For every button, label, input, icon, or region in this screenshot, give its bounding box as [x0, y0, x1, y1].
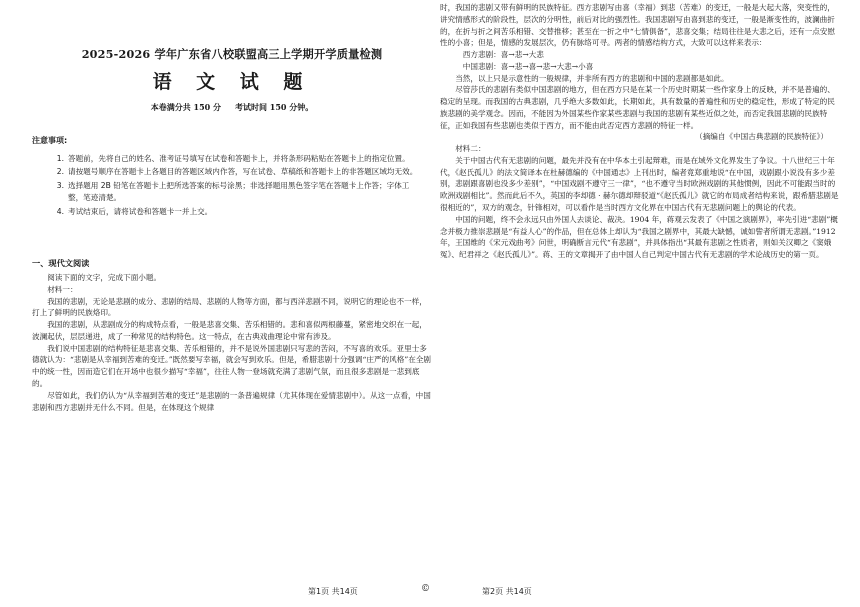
paragraph: 尽管莎氏的悲剧有类似中国悲剧的地方，但在西方只是在某一个历史时期某一些作家身上的反映，并不是普遍的、稳定的呈现。而我国的古典悲剧，几乎绝大多数如此，长期如此，具有数量的普遍性和历史的稳定性，形成了特定的民族悲剧的美学观念。因而，不能因为外国某些作家某些悲剧与我国的悲剧有某些近似之处，而否定我国悲剧的民族特征，正如我国有些悲剧也类似于西方，而不能由此否定西方悲剧的特征一样。 [440, 85, 835, 130]
paragraph: 我国的悲剧，从悲剧成分的构成特点看，一般是悲喜交集、苦乐相错的。悲和喜似两根藤蔓，紧密地交织在一起，波澜起伏，层层递进，成了一种常见的结构特色。这一特点，在古典戏曲理论中常有涉及。 [32, 320, 427, 341]
exam-meta [32, 101, 432, 113]
notice-item [32, 206, 432, 218]
paragraph: 中国的问题，终不会永远只由外国人去谈论、裁决。1904 年，蒋观云发表了《中国之演剧界》，率先引进“悲剧”概念并极力推崇悲剧是“有益人心”的作品，但在总体上却认为“我国之剧界中，其最大缺憾，诚如訾者所谓无悲剧。”1912 年，王国维的《宋元戏曲考》问世，明确断言元代“有悲剧”，并具体指出“其最有悲剧之性质者，则如关汉卿之《窦娥冤》、纪君祥之《赵氏孤儿》”。蒋、王的文章揭开了由中国人自己判定中国古代有无悲剧的学术论战历史的第一页。 [440, 214, 838, 260]
notice-item [32, 153, 432, 165]
notice-num: 1. [56, 153, 64, 163]
notice-num: 3. [56, 181, 64, 191]
citation: （摘编自《中国古典悲剧的民族特征》） [695, 132, 828, 142]
formula-west: 西方悲剧：喜→悲→大悲 [462, 50, 544, 60]
paragraph: 尽管如此，我们仍认为“从幸福到苦难的变迁”是悲剧的一条普遍规律（尤其体现在爱情悲剧中）。从这一点看，中国悲剧和西方悲剧并无什么不同。但是，在体现这个规律 [32, 390, 431, 412]
notice-list [32, 153, 432, 218]
page-number-right: 第2页 共14页 [482, 587, 532, 596]
paragraph: 我们说中国悲剧的结构特征是悲喜交集、苦乐相错的，并不是说外国悲剧只写悲的苦闷，不写喜的欢乐。亚里士多德就认为：“悲剧是从幸福到苦难的变迁。”既然要写幸福，就会写到欢乐。但是，希腊悲剧十分强调“庄严的风格”在全剧中的统一性，因而造它们在开场中也很少描写“幸福”，往往人物一登场就充满了悲剧气氛，而且很多悲剧是一悲到底的。 [32, 343, 432, 388]
notice-num: 4. [56, 206, 64, 216]
paragraph: 我国的悲剧，无论是悲剧的成分、悲剧的结局、悲剧的人物等方面，都与西洋悲剧不同，说明它的理论也不一样，打上了鲜明的民族烙印。 [32, 296, 427, 318]
subject-title: 语 文 试 题 [152, 71, 312, 94]
formula-china: 中国悲剧：喜→悲→喜→悲→大悲→小喜 [462, 61, 594, 71]
notice-num: 2. [56, 167, 64, 177]
notice-item [32, 180, 432, 204]
page-left [32, 0, 432, 413]
score-info: 本卷满分共 150 分 [150, 101, 221, 112]
page-right [440, 0, 840, 261]
exam-title: 2025-2026 学年广东省八校联盟高三上学期开学质量检测 [81, 47, 383, 61]
notice-text: 考试结束后，请将试卷和答题卡一并上交。 [68, 206, 213, 216]
notice-text: 请按题号顺序在答题卡上各题目的答题区域内作答，写在试卷、草稿纸和答题卡上的非答题区域均无效。 [68, 167, 418, 177]
material-label: 材料一： [47, 284, 78, 294]
page-number-left: 第1页 共14页 [308, 587, 358, 596]
notice-text: 选择题用 2B 铅笔在答题卡上把所选答案的标号涂黑；非选择题用黑色签字笔在答题卡上作答；字体工整，笔迹清楚。 [68, 181, 410, 202]
paragraph: 当然，以上只是示意性的一般规律，并非所有西方的悲剧和中国的悲剧都是如此。 [455, 73, 729, 83]
notice-item [32, 166, 432, 178]
time-info: 考试时间 150 分钟。 [235, 101, 314, 112]
notice-title: 注意事项: [32, 136, 68, 146]
material-label: 材料二： [455, 144, 486, 154]
instruction: 阅读下面的文字，完成下面小题。 [47, 273, 162, 283]
paragraph: 时，我国的悲剧又带有鲜明的民族特征。西方悲剧写由喜（幸福）到悲（苦难）的变迁，一般是大起大落，突变性的，讲究情感形式的阶段性，层次的分明性，前后对比的强烈性。我国悲剧写由喜到悲的变迁，一般是渐变性的，波澜曲折的，在折与折之间苦乐相错、交替推移；甚至在一折之中“七情俱备”，悲喜交集；结局往往是大悲之后，还有一点安慰性的小喜；但是，情感的发展层次，仍有脉络可寻。两者的情感结构方式，大致可以这样来表示： [440, 3, 836, 48]
copyright-symbol: © [421, 584, 430, 594]
paragraph: 关于中国古代有无悲剧的问题，最先并没有在中华本土引起辩难，而是在域外文化界发生了争议。十八世纪三十年代，《赵氏孤儿》的法文简译本在杜赫德编的《中国通志》上刊出时，编者竟郑重地说“在中国，戏剧跟小说没有多少差别，悲剧跟喜剧也没多少差别”，“中国戏剧不遵守三一律”，“也不遵守当时欧洲戏剧的其他惯例，因此不可能跟当时的欧洲戏剧相比”。然而此后不久，英国的李却德 · 赫尔德却辩驳道“《赵氏孤儿》就它的布局成者结构来说，跟希腊悲剧是很相近的”，双方的观念，针锋相对，可以看作是当时西方文化界在中国古代有无悲剧问题上的舆论的代表。 [440, 155, 839, 213]
section-title: 一、现代文阅读 [32, 258, 90, 269]
notice-text: 答题前，先将自己的姓名、准考证号填写在试卷和答题卡上，并将条形码粘贴在答题卡上的指定位置。 [68, 153, 410, 163]
